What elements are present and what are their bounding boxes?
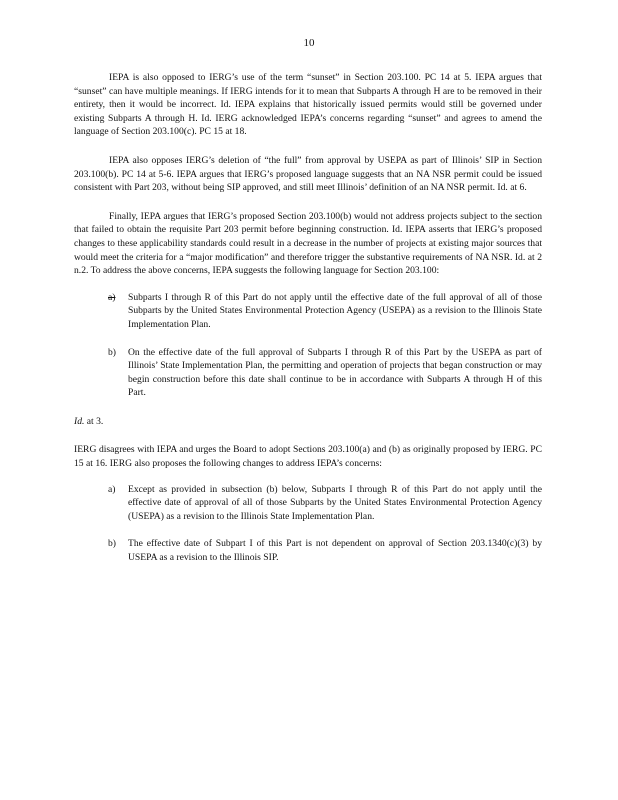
paragraph-ierg-response: IERG disagrees with IEPA and urges the Board to adopt Sections 203.100(a) and (b) as originally proposed by IERG. PC 15 at 16. IERG also proposes the following changes to address IEPA’s concerns: xyxy=(74,444,542,470)
iepa-proposed-language xyxy=(74,291,542,400)
citation-id: Id. xyxy=(74,415,85,427)
list-item xyxy=(74,291,542,332)
list-marker: b) xyxy=(108,538,116,550)
page-number: 10 xyxy=(303,37,315,49)
list-marker: a) xyxy=(108,291,116,303)
list-item xyxy=(74,537,542,564)
list-item-text: The effective date of Subpart I of this Part is not dependent on approval of Section 203.1340(c)(3) by USEPA as a revision to the Illinois SIP. xyxy=(128,538,542,564)
document-body xyxy=(74,71,542,565)
list-item xyxy=(74,483,542,524)
list-item-text: On the effective date of the full approval of Subparts I through R of this Part by the USEPA as part of Illinois’ State Implementation Plan, the permitting and operation of projects that began construction or may begin construction before this date shall continue to be in accordance with Subparts A through H of this Part. xyxy=(128,346,542,399)
list-marker: a) xyxy=(108,483,116,495)
citation xyxy=(74,415,542,429)
paragraph-construction: Finally, IEPA argues that IERG’s proposed Section 203.100(b) would not address projects subject to the section that failed to obtain the requisite Part 203 permit before beginning construction. Id. IEPA asserts that IERG’s proposed changes to these applicability standards could result in a decrease in the number of projects at existing major sources that would meet the criteria for a “major modification” and therefore trigger the substantive requirements of NA NSR. Id. at 2 n.2. To address the above concerns, IEPA suggests the following language for Section 203.100: xyxy=(74,210,542,277)
list-item xyxy=(74,346,542,400)
ierg-proposed-language xyxy=(74,483,542,565)
paragraph-sunset: IEPA is also opposed to IERG’s use of the term “sunset” in Section 203.100. PC 14 at 5. IEPA argues that “sunset” can have multiple meanings. If IERG intends for it to mean that Subparts A through H are to be removed in their entirety, then it would be incorrect. Id. IEPA explains that historically issued permits would still be governed under existing Subparts A through H. Id. IERG acknowledged IEPA’s concerns regarding “sunset” and agrees to amend the language of Section 203.100(c). PC 15 at 18. xyxy=(74,72,542,138)
list-marker: b) xyxy=(108,346,116,358)
list-item-text: Subparts I through R of this Part do not apply until the effective date of the full approval of all of those Subparts by the United States Environmental Protection Agency (USEPA) as a revision to the Illinois State Implementation Plan. xyxy=(128,291,542,330)
list-item-text: Except as provided in subsection (b) below, Subparts I through R of this Part do not apply until the effective date of approval of all of those Subparts by the United States Environmental Protection Agency (USEPA) as a revision to the Illinois State Implementation Plan. xyxy=(128,483,542,522)
citation-rest: at 3. xyxy=(84,415,104,427)
paragraph-full-approval: IEPA also opposes IERG’s deletion of “the full” from approval by USEPA as part of Illinois’ SIP in Section 203.100(b). PC 14 at 5-6. IEPA argues that IERG’s proposed language suggests that an NA NSR permit could be issued consistent with Part 203, without being SIP approved, and still meet Illinois’ definition of an NA NSR permit. Id. at 6. xyxy=(74,154,542,194)
